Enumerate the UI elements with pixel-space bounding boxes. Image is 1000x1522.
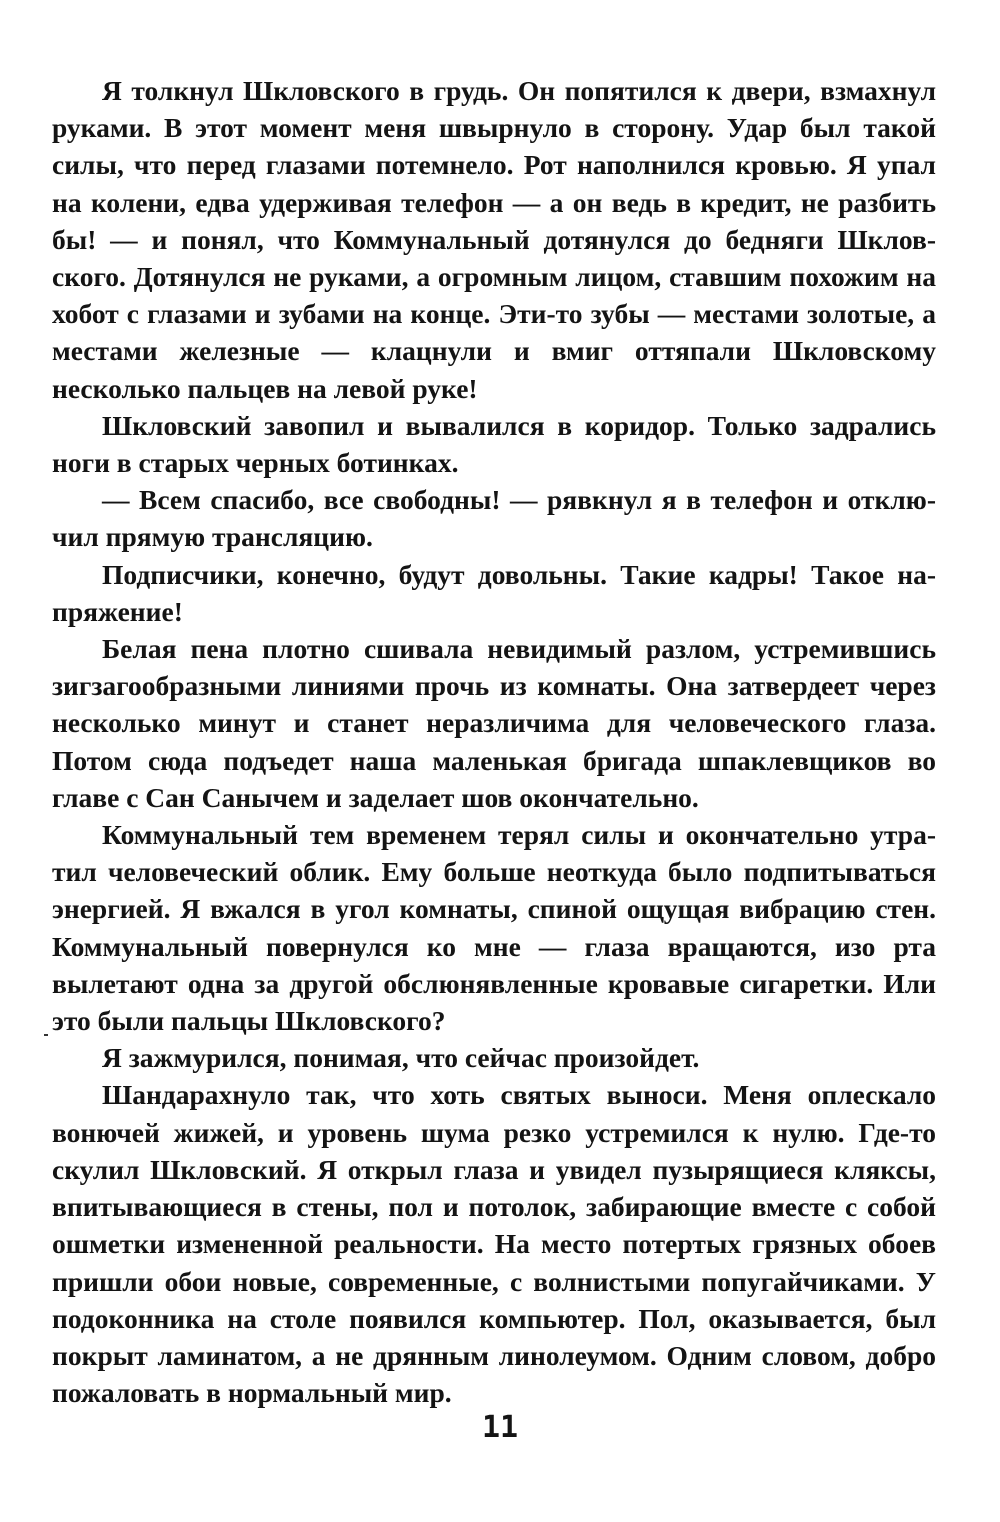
ink-speck: [44, 1034, 48, 1036]
paragraph: Шкловский завопил и вывалился в коридор. Только задрались ноги в старых черных ботинках.: [52, 409, 936, 479]
body-text: [52, 72, 936, 1411]
paragraph: Подписчики, конечно, будут довольны. Такие кадры! Такое напряжение!: [52, 558, 936, 627]
paragraph: Я зажмурился, понимая, что сейчас произойдет.: [102, 1042, 700, 1074]
page-number: 11: [481, 1410, 519, 1445]
paragraph: Коммунальный тем временем терял силы и окончательно утратил человеческий облик. Ему больше неоткуда было подпитываться энергией. Я вжался в угол комнаты, спиной ощущая вибрацию стен. Коммунальный повернулся ко мне — глаза вращаются, изо рта вылетают одна за другой обслюнявленные кровавые сигаретки. Или это были пальцы Шкловского?: [52, 819, 936, 1037]
paragraph: Шандарахнуло так, что хоть святых выноси. Меня оплескало вонючей жижей, и уровень шума резко устремился к нулю. Где-то скулил Шкловский. Я открыл глаза и увидел пузырящиеся кляксы, впитывающиеся в стены, пол и потолок, забирающие вместе с собой ошметки измененной реальности. На место потертых грязных обоев пришли обои новые, современные, с волнистыми попугайчиками. У подоконника на столе появился компьютер. Пол, оказывается, был покрыт ламинатом, а не дрянным линолеумом. Одним словом, добро пожаловать в нормальный мир.: [52, 1079, 936, 1409]
paragraph: Я толкнул Шкловского в грудь. Он попятился к двери, взмахнул руками. В этот момент меня швырнуло в сторону. Удар был такой силы, что перед глазами потемнело. Рот наполнился кровью. Я упал на колени, едва удерживая телефон — а он ведь в кредит, не разбить бы! — и понял, что Коммунальный дотянулся до бедняги Шкловского. Дотянулся не руками, а огромным лицом, ставшим похожим на хобот с глазами и зубами на конце. Эти-то зубы — местами золотые, а местами железные — клацнули и вмиг оттяпали Шкловскому несколько пальцев на левой руке!: [52, 75, 936, 404]
paragraph: — Всем спасибо, все свободны! — рявкнул я в телефон и отключил прямую трансляцию.: [52, 484, 936, 553]
paragraph: Белая пена плотно сшивала невидимый разлом, устремившись зигзагообразными линиями прочь из комнаты. Она затвердеет через несколько минут и станет неразличима для человеческого глаза. Потом сюда подъедет наша маленькая бригада шпаклевщиков во главе с Сан Санычем и заделает шов окончательно.: [52, 633, 936, 813]
